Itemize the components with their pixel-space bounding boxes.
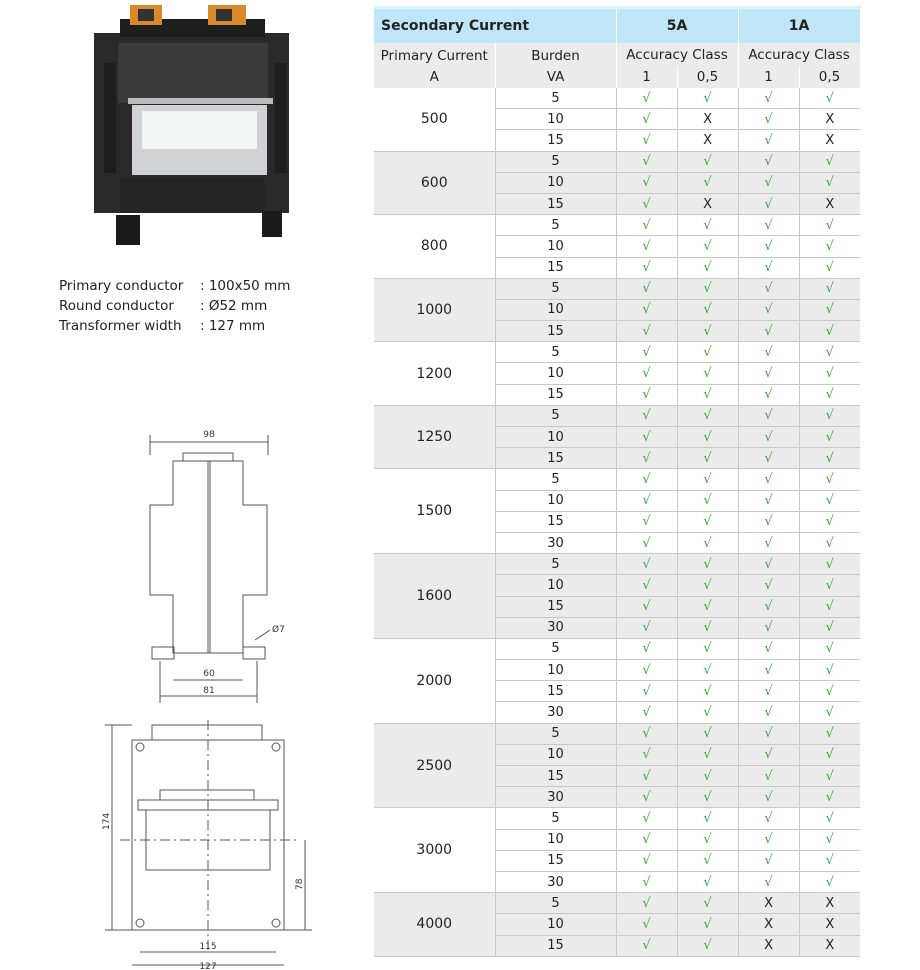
burden-cell: 10	[495, 427, 616, 448]
check-mark-cell: √	[677, 596, 738, 617]
x-mark-cell: X	[799, 130, 860, 151]
class-label-5a-05: 0,5	[677, 66, 738, 88]
check-mark-cell: √	[738, 702, 799, 723]
burden-cell: 15	[495, 130, 616, 151]
dim-mount-width: 115	[199, 942, 217, 952]
class-label-5a-1: 1	[616, 66, 677, 88]
check-mark-cell: √	[616, 278, 677, 299]
burden-cell: 15	[495, 850, 616, 871]
header-accuracy-class-1a: Accuracy Class	[738, 43, 860, 66]
check-mark-cell: √	[677, 575, 738, 596]
check-mark-cell: √	[738, 575, 799, 596]
check-mark-cell: √	[799, 88, 860, 109]
check-mark-cell: √	[738, 490, 799, 511]
burden-cell: 15	[495, 511, 616, 532]
check-mark-cell: √	[738, 257, 799, 278]
check-mark-cell: √	[738, 660, 799, 681]
check-mark-cell: √	[616, 511, 677, 532]
check-mark-cell: √	[799, 554, 860, 575]
check-mark-cell: √	[738, 511, 799, 532]
burden-cell: 10	[495, 490, 616, 511]
burden-cell: 5	[495, 808, 616, 829]
table-row	[374, 151, 860, 172]
check-mark-cell: √	[738, 193, 799, 214]
check-mark-cell: √	[799, 321, 860, 342]
spec-value: : 127 mm	[200, 318, 266, 334]
header-secondary-current: Secondary Current	[374, 8, 616, 44]
table-row	[374, 723, 860, 744]
burden-cell: 5	[495, 405, 616, 426]
check-mark-cell: √	[738, 236, 799, 257]
x-mark-cell: X	[799, 914, 860, 935]
primary-current-cell: 1250	[374, 405, 495, 469]
check-mark-cell: √	[799, 172, 860, 193]
check-mark-cell: √	[738, 829, 799, 850]
check-mark-cell: √	[677, 321, 738, 342]
burden-cell: 15	[495, 384, 616, 405]
table-row	[374, 342, 860, 363]
check-mark-cell: √	[616, 744, 677, 765]
header-primary-current	[374, 43, 495, 88]
check-mark-cell: √	[677, 88, 738, 109]
dim-top-width: 98	[203, 430, 215, 440]
burden-cell: 5	[495, 278, 616, 299]
x-mark-cell: X	[677, 109, 738, 130]
table-row	[374, 405, 860, 426]
table-row	[374, 88, 860, 109]
check-mark-cell: √	[799, 490, 860, 511]
check-mark-cell: √	[616, 681, 677, 702]
primary-current-cell: 4000	[374, 893, 495, 957]
check-mark-cell: √	[677, 448, 738, 469]
check-mark-cell: √	[616, 490, 677, 511]
check-mark-cell: √	[616, 236, 677, 257]
x-mark-cell: X	[799, 193, 860, 214]
check-mark-cell: √	[677, 278, 738, 299]
spec-label: Primary conductor	[59, 278, 184, 294]
check-mark-cell: √	[799, 723, 860, 744]
check-mark-cell: √	[799, 808, 860, 829]
primary-current-cell: 600	[374, 151, 495, 215]
burden-label: Burden	[531, 48, 580, 64]
check-mark-cell: √	[799, 278, 860, 299]
dim-total-width: 127	[199, 962, 217, 970]
burden-cell: 15	[495, 193, 616, 214]
check-mark-cell: √	[738, 321, 799, 342]
burden-cell: 10	[495, 299, 616, 320]
burden-cell: 5	[495, 554, 616, 575]
header-1a: 1A	[738, 8, 860, 44]
primary-current-label: Primary Current	[380, 48, 488, 64]
table-row	[374, 808, 860, 829]
check-mark-cell: √	[738, 151, 799, 172]
check-mark-cell: √	[738, 109, 799, 130]
primary-current-cell: 800	[374, 215, 495, 279]
check-mark-cell: √	[677, 532, 738, 553]
check-mark-cell: √	[616, 596, 677, 617]
table-body	[374, 88, 860, 956]
check-mark-cell: √	[677, 893, 738, 914]
burden-cell: 5	[495, 342, 616, 363]
check-mark-cell: √	[799, 363, 860, 384]
x-mark-cell: X	[738, 893, 799, 914]
accuracy-table	[374, 6, 861, 957]
check-mark-cell: √	[677, 787, 738, 808]
check-mark-cell: √	[677, 829, 738, 850]
check-mark-cell: √	[616, 172, 677, 193]
check-mark-cell: √	[677, 681, 738, 702]
check-mark-cell: √	[738, 299, 799, 320]
burden-cell: 15	[495, 681, 616, 702]
burden-cell: 10	[495, 660, 616, 681]
check-mark-cell: √	[677, 702, 738, 723]
check-mark-cell: √	[616, 935, 677, 956]
check-mark-cell: √	[799, 299, 860, 320]
primary-current-cell: 1000	[374, 278, 495, 342]
check-mark-cell: √	[677, 744, 738, 765]
check-mark-cell: √	[677, 299, 738, 320]
check-mark-cell: √	[677, 935, 738, 956]
dim-center-height: 78	[295, 878, 305, 890]
check-mark-cell: √	[616, 342, 677, 363]
check-mark-cell: √	[616, 193, 677, 214]
check-mark-cell: √	[677, 660, 738, 681]
check-mark-cell: √	[677, 511, 738, 532]
check-mark-cell: √	[799, 405, 860, 426]
x-mark-cell: X	[738, 935, 799, 956]
spec-list	[59, 276, 290, 336]
check-mark-cell: √	[738, 130, 799, 151]
check-mark-cell: √	[677, 172, 738, 193]
check-mark-cell: √	[738, 723, 799, 744]
burden-cell: 5	[495, 215, 616, 236]
x-mark-cell: X	[738, 914, 799, 935]
spec-row	[59, 316, 290, 336]
dim-inner-width: 60	[203, 669, 215, 679]
check-mark-cell: √	[677, 808, 738, 829]
primary-current-cell: 3000	[374, 808, 495, 893]
check-mark-cell: √	[616, 88, 677, 109]
dim-height: 174	[102, 812, 112, 830]
spec-label: Round conductor	[59, 298, 174, 314]
check-mark-cell: √	[738, 596, 799, 617]
burden-cell: 15	[495, 321, 616, 342]
check-mark-cell: √	[616, 723, 677, 744]
check-mark-cell: √	[799, 617, 860, 638]
check-mark-cell: √	[677, 236, 738, 257]
check-mark-cell: √	[738, 278, 799, 299]
burden-cell: 10	[495, 914, 616, 935]
burden-cell: 10	[495, 236, 616, 257]
check-mark-cell: √	[616, 363, 677, 384]
check-mark-cell: √	[799, 638, 860, 659]
burden-cell: 15	[495, 257, 616, 278]
check-mark-cell: √	[799, 215, 860, 236]
check-mark-cell: √	[738, 744, 799, 765]
check-mark-cell: √	[799, 850, 860, 871]
left-panel	[0, 0, 370, 970]
check-mark-cell: √	[677, 766, 738, 787]
check-mark-cell: √	[738, 617, 799, 638]
check-mark-cell: √	[738, 342, 799, 363]
dim-base-width: 81	[203, 686, 215, 696]
check-mark-cell: √	[616, 554, 677, 575]
check-mark-cell: √	[616, 427, 677, 448]
burden-cell: 30	[495, 787, 616, 808]
check-mark-cell: √	[616, 257, 677, 278]
burden-cell: 30	[495, 702, 616, 723]
check-mark-cell: √	[738, 88, 799, 109]
burden-cell: 30	[495, 532, 616, 553]
check-mark-cell: √	[677, 257, 738, 278]
header-row-labels	[374, 43, 860, 66]
check-mark-cell: √	[616, 893, 677, 914]
check-mark-cell: √	[616, 321, 677, 342]
check-mark-cell: √	[799, 511, 860, 532]
check-mark-cell: √	[799, 787, 860, 808]
spec-row	[59, 296, 290, 316]
x-mark-cell: X	[677, 193, 738, 214]
header-5a: 5A	[616, 8, 738, 44]
check-mark-cell: √	[677, 850, 738, 871]
accuracy-table-container	[374, 6, 860, 957]
check-mark-cell: √	[738, 766, 799, 787]
check-mark-cell: √	[799, 744, 860, 765]
burden-cell: 15	[495, 766, 616, 787]
burden-cell: 15	[495, 448, 616, 469]
check-mark-cell: √	[677, 469, 738, 490]
check-mark-cell: √	[677, 427, 738, 448]
check-mark-cell: √	[799, 660, 860, 681]
check-mark-cell: √	[616, 808, 677, 829]
check-mark-cell: √	[799, 427, 860, 448]
check-mark-cell: √	[799, 257, 860, 278]
check-mark-cell: √	[799, 151, 860, 172]
x-mark-cell: X	[799, 935, 860, 956]
header-row-secondary	[374, 8, 860, 44]
check-mark-cell: √	[616, 384, 677, 405]
dim-hole: Ø7	[272, 625, 285, 635]
check-mark-cell: √	[677, 151, 738, 172]
table-row	[374, 638, 860, 659]
check-mark-cell: √	[616, 130, 677, 151]
header-accuracy-class-5a: Accuracy Class	[616, 43, 738, 66]
check-mark-cell: √	[738, 681, 799, 702]
check-mark-cell: √	[738, 808, 799, 829]
primary-current-cell: 500	[374, 88, 495, 151]
primary-current-cell: 1200	[374, 342, 495, 406]
check-mark-cell: √	[799, 532, 860, 553]
check-mark-cell: √	[616, 532, 677, 553]
burden-cell: 30	[495, 617, 616, 638]
check-mark-cell: √	[738, 532, 799, 553]
burden-cell: 5	[495, 469, 616, 490]
burden-cell: 10	[495, 744, 616, 765]
header-burden	[495, 43, 616, 88]
burden-cell: 15	[495, 935, 616, 956]
check-mark-cell: √	[677, 638, 738, 659]
burden-cell: 5	[495, 88, 616, 109]
check-mark-cell: √	[738, 850, 799, 871]
check-mark-cell: √	[799, 236, 860, 257]
top-view-drawing	[140, 425, 300, 710]
check-mark-cell: √	[616, 660, 677, 681]
check-mark-cell: √	[677, 554, 738, 575]
check-mark-cell: √	[799, 829, 860, 850]
check-mark-cell: √	[616, 215, 677, 236]
check-mark-cell: √	[616, 914, 677, 935]
check-mark-cell: √	[738, 448, 799, 469]
check-mark-cell: √	[616, 109, 677, 130]
check-mark-cell: √	[738, 554, 799, 575]
check-mark-cell: √	[738, 427, 799, 448]
check-mark-cell: √	[738, 787, 799, 808]
transformer-photo	[90, 3, 295, 248]
class-label-1a-05: 0,5	[799, 66, 860, 88]
check-mark-cell: √	[799, 575, 860, 596]
check-mark-cell: √	[738, 871, 799, 892]
check-mark-cell: √	[799, 448, 860, 469]
check-mark-cell: √	[738, 172, 799, 193]
check-mark-cell: √	[799, 871, 860, 892]
check-mark-cell: √	[677, 405, 738, 426]
burden-cell: 5	[495, 638, 616, 659]
check-mark-cell: √	[616, 617, 677, 638]
check-mark-cell: √	[616, 766, 677, 787]
check-mark-cell: √	[677, 490, 738, 511]
primary-current-cell: 1500	[374, 469, 495, 554]
x-mark-cell: X	[677, 130, 738, 151]
check-mark-cell: √	[616, 405, 677, 426]
check-mark-cell: √	[616, 469, 677, 490]
check-mark-cell: √	[616, 850, 677, 871]
check-mark-cell: √	[799, 596, 860, 617]
check-mark-cell: √	[738, 469, 799, 490]
burden-cell: 10	[495, 575, 616, 596]
spec-value: : 100x50 mm	[200, 278, 291, 294]
burden-cell: 15	[495, 596, 616, 617]
primary-current-cell: 2000	[374, 638, 495, 723]
check-mark-cell: √	[616, 448, 677, 469]
table-row	[374, 893, 860, 914]
table-row	[374, 278, 860, 299]
check-mark-cell: √	[677, 617, 738, 638]
check-mark-cell: √	[799, 702, 860, 723]
check-mark-cell: √	[738, 363, 799, 384]
check-mark-cell: √	[738, 405, 799, 426]
check-mark-cell: √	[738, 638, 799, 659]
spec-label: Transformer width	[59, 318, 182, 334]
check-mark-cell: √	[799, 766, 860, 787]
burden-cell: 10	[495, 109, 616, 130]
check-mark-cell: √	[677, 342, 738, 363]
x-mark-cell: X	[799, 893, 860, 914]
primary-current-cell: 1600	[374, 554, 495, 639]
check-mark-cell: √	[616, 871, 677, 892]
table-row	[374, 469, 860, 490]
check-mark-cell: √	[616, 151, 677, 172]
check-mark-cell: √	[677, 914, 738, 935]
primary-current-unit: A	[429, 69, 439, 85]
check-mark-cell: √	[616, 638, 677, 659]
check-mark-cell: √	[799, 469, 860, 490]
class-label-1a-1: 1	[738, 66, 799, 88]
check-mark-cell: √	[616, 829, 677, 850]
burden-cell: 10	[495, 829, 616, 850]
check-mark-cell: √	[677, 723, 738, 744]
check-mark-cell: √	[799, 342, 860, 363]
burden-cell: 10	[495, 363, 616, 384]
x-mark-cell: X	[799, 109, 860, 130]
spec-value: : Ø52 mm	[200, 298, 268, 314]
check-mark-cell: √	[738, 215, 799, 236]
check-mark-cell: √	[677, 215, 738, 236]
burden-cell: 30	[495, 871, 616, 892]
check-mark-cell: √	[616, 575, 677, 596]
check-mark-cell: √	[677, 871, 738, 892]
primary-current-cell: 2500	[374, 723, 495, 808]
check-mark-cell: √	[616, 787, 677, 808]
check-mark-cell: √	[616, 299, 677, 320]
check-mark-cell: √	[677, 384, 738, 405]
burden-cell: 10	[495, 172, 616, 193]
spec-row	[59, 276, 290, 296]
burden-cell: 5	[495, 723, 616, 744]
burden-cell: 5	[495, 151, 616, 172]
check-mark-cell: √	[677, 363, 738, 384]
table-row	[374, 554, 860, 575]
table-row	[374, 215, 860, 236]
check-mark-cell: √	[799, 384, 860, 405]
burden-cell: 5	[495, 893, 616, 914]
check-mark-cell: √	[799, 681, 860, 702]
burden-unit: VA	[546, 69, 565, 85]
check-mark-cell: √	[738, 384, 799, 405]
check-mark-cell: √	[616, 702, 677, 723]
front-view-drawing	[100, 720, 325, 970]
